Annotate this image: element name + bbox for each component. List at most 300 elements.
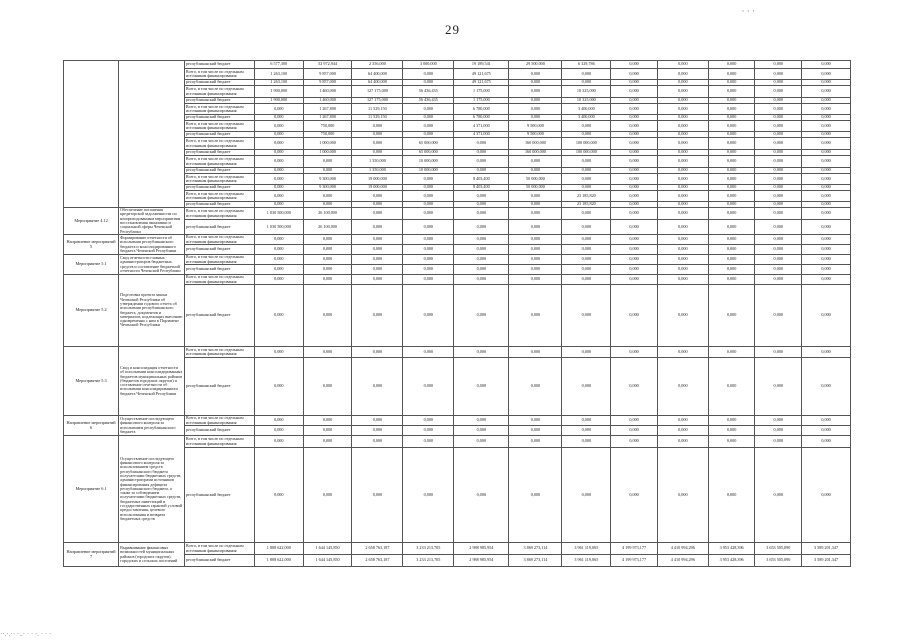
value-cell: 56 436,435 [403,86,454,98]
value-cell: 0,000 [611,255,658,265]
value-cell: 0,000 [802,156,851,168]
source-cell: республиканский бюджет [184,245,254,255]
value-cell: 0,000 [708,191,755,202]
value-cell: 8 403,400 [454,174,509,185]
value-cell: 11 529,150 [352,104,403,115]
value-cell: 4 199 973,177 [611,555,658,567]
source-cell: Всего, в том числе по отдельным источникам финансирования [184,347,254,358]
value-cell: 0,000 [454,245,509,255]
value-cell: 0,000 [611,185,658,191]
value-cell: 0,000 [611,104,658,115]
value-cell: 0,000 [454,202,509,208]
value-cell: 0,000 [403,245,454,255]
page-number: 29 [445,22,460,37]
value-cell: 10 325,000 [562,98,611,104]
value-cell: 0,000 [611,174,658,185]
value-cell: 50 000,000 [509,174,562,185]
value-cell: 3 869 273,114 [509,543,562,555]
value-cell: 19 000,000 [352,185,403,191]
source-cell: республиканский бюджет [184,168,254,174]
value-cell: 0,000 [403,275,454,285]
value-cell: 0,000 [657,86,708,98]
value-cell: 1 030 500,000 [254,220,303,235]
value-cell: 0,000 [611,416,658,426]
value-cell: 0,000 [755,185,802,191]
value-cell: 9 857,000 [303,69,352,80]
value-cell: 0,000 [802,208,851,220]
value-cell: 0,000 [403,358,454,416]
value-cell: 0,000 [708,265,755,275]
value-cell: 0,000 [755,255,802,265]
value-cell: 0,000 [802,265,851,275]
value-cell: 0,000 [403,208,454,220]
value-cell: 0,000 [303,235,352,245]
value-cell: 9 500,000 [509,132,562,138]
value-cell: 0,000 [562,220,611,235]
value-cell: 0,000 [611,121,658,132]
value-cell: 10 000,000 [403,156,454,168]
value-cell: 0,000 [708,98,755,104]
value-cell: 0,000 [562,168,611,174]
value-cell: 0,000 [352,121,403,132]
source-cell: Всего, в том числе по отдельным источникам финансирования [184,138,254,150]
value-cell: 0,000 [403,104,454,115]
value-cell: 0,000 [611,132,658,138]
value-cell: 0,000 [611,208,658,220]
value-cell: 0,000 [611,220,658,235]
source-cell: республиканский бюджет [184,265,254,275]
value-cell: 0,000 [755,168,802,174]
value-cell: 0,000 [708,448,755,543]
value-cell: 0,000 [303,416,352,426]
value-cell: 65 000,000 [403,138,454,150]
event-cell [64,61,119,208]
value-cell: 0,000 [254,416,303,426]
value-cell: 1 000,000 [303,138,352,150]
source-cell: Всего, в том числе по отдельным источникам финансирования [184,235,254,245]
value-cell: 0,000 [562,132,611,138]
value-cell: 0,000 [352,255,403,265]
value-cell: 0,000 [708,235,755,245]
value-cell: 0,000 [802,121,851,132]
value-cell: 10 000,000 [403,168,454,174]
value-cell: 0,000 [708,115,755,121]
value-cell: 0,000 [562,69,611,80]
value-cell: 0,000 [708,174,755,185]
value-cell: 19 000,000 [352,174,403,185]
value-cell: 0,000 [454,436,509,448]
value-cell: 0,000 [755,208,802,220]
value-cell: 0,000 [611,426,658,436]
value-cell: 0,000 [611,436,658,448]
value-cell: 0,000 [755,121,802,132]
value-cell: 0,000 [657,235,708,245]
value-cell: 0,000 [403,132,454,138]
value-cell: 0,000 [611,448,658,543]
value-cell: 0,000 [562,416,611,426]
value-cell: 0,000 [611,115,658,121]
value-cell: 0,000 [509,275,562,285]
value-cell: 0,000 [509,235,562,245]
source-cell: республиканский бюджет [184,98,254,104]
value-cell: 0,000 [657,156,708,168]
value-cell: 0,000 [509,245,562,255]
value-cell: 1 175,000 [454,98,509,104]
value-cell: 0,000 [509,220,562,235]
value-cell: 1 460,000 [303,86,352,98]
value-cell: 0,000 [755,98,802,104]
value-cell: 0,000 [657,174,708,185]
value-cell: 0,000 [657,208,708,220]
value-cell: 0,000 [509,86,562,98]
value-cell: 0,000 [254,185,303,191]
source-cell: Всего, в том числе по отдельным источникам финансирования [184,104,254,115]
value-cell: 0,000 [254,275,303,285]
value-cell: 23 185,820 [562,202,611,208]
value-cell: 0,000 [509,436,562,448]
value-cell: 0,000 [509,104,562,115]
value-cell: 0,000 [509,98,562,104]
value-cell: 0,000 [352,285,403,347]
value-cell: 0,000 [509,285,562,347]
value-cell: 65 000,000 [403,150,454,156]
scan-artifacts: ··.·.·· ·..· · · ·. · · · [0,630,52,638]
value-cell: 0,000 [755,220,802,235]
value-cell: 0,000 [403,220,454,235]
value-cell: 3 961 119,065 [562,543,611,555]
source-cell: республиканский бюджет [184,61,254,69]
event-cell: Направление мероприятий 5 [64,235,119,255]
value-cell: 750,000 [303,132,352,138]
value-cell: 3 589 201,347 [802,543,851,555]
value-cell: 0,000 [657,275,708,285]
value-cell: 0,000 [708,138,755,150]
value-cell: 0,000 [352,347,403,358]
value-cell: 0,000 [403,416,454,426]
value-cell: 2 356,000 [352,61,403,69]
value-cell: 0,000 [708,220,755,235]
value-cell: 0,000 [454,416,509,426]
value-cell: 0,000 [254,156,303,168]
value-cell: 0,000 [611,285,658,347]
value-cell: 8 403,400 [454,185,509,191]
value-cell: 0,000 [254,174,303,185]
value-cell: 0,000 [708,245,755,255]
value-cell: 0,000 [562,347,611,358]
value-cell: 0,000 [352,138,403,150]
value-cell: 0,000 [708,69,755,80]
table-row [64,275,851,285]
value-cell: 0,000 [657,98,708,104]
value-cell: 0,000 [708,104,755,115]
value-cell: 0,000 [802,275,851,285]
source-cell: республиканский бюджет [184,448,254,543]
value-cell: 1 267,800 [303,104,352,115]
value-cell: 0,000 [708,156,755,168]
value-cell: 0,000 [562,358,611,416]
value-cell: 0,000 [657,255,708,265]
value-cell: 0,000 [303,358,352,416]
value-cell: 2 988 985,954 [454,555,509,567]
value-cell: 0,000 [303,202,352,208]
value-cell: 0,000 [802,220,851,235]
value-cell: 0,000 [509,115,562,121]
value-cell: 0,000 [657,436,708,448]
source-cell: республиканский бюджет [184,220,254,235]
value-cell: 0,000 [708,436,755,448]
value-cell: 0,000 [611,98,658,104]
value-cell: 19 189,541 [454,61,509,69]
value-cell: 0,000 [403,185,454,191]
value-cell: 0,000 [303,168,352,174]
value-cell: 0,000 [352,448,403,543]
value-cell: 52 972,944 [303,61,352,69]
value-cell: 64 400,000 [352,69,403,80]
value-cell: 0,000 [657,150,708,156]
value-cell: 0,000 [509,347,562,358]
value-cell: 4 371,000 [454,132,509,138]
value-cell: 1 175,000 [454,86,509,98]
value-cell: 0,000 [802,61,851,69]
value-cell: 0,000 [657,132,708,138]
value-cell: 0,000 [755,448,802,543]
value-cell: 0,000 [403,255,454,265]
value-cell: 0,000 [657,138,708,150]
value-cell: 127 175,000 [352,98,403,104]
value-cell: 0,000 [303,156,352,168]
value-cell: 9 857,000 [303,80,352,86]
value-cell: 0,000 [657,104,708,115]
value-cell: 0,000 [755,235,802,245]
value-cell: 26 100,000 [303,220,352,235]
value-cell: 0,000 [611,80,658,86]
value-cell: 0,000 [403,121,454,132]
value-cell: 0,000 [454,265,509,275]
value-cell: 0,000 [755,86,802,98]
value-cell: 0,000 [708,275,755,285]
value-cell: 0,000 [403,191,454,202]
value-cell: 6 780,000 [454,104,509,115]
description-cell [119,61,185,208]
value-cell: 0,000 [254,132,303,138]
value-cell: 6 577,300 [254,61,303,69]
value-cell: 0,000 [802,448,851,543]
value-cell: 0,000 [708,86,755,98]
value-cell: 0,000 [802,191,851,202]
value-cell: 0,000 [657,285,708,347]
value-cell: 0,000 [509,265,562,275]
value-cell: 0,000 [657,448,708,543]
value-cell: 0,000 [657,416,708,426]
value-cell: 0,000 [509,358,562,416]
value-cell: 3 589 201,347 [802,555,851,567]
description-cell: Свод и консолидация отчетности об исполнении консолидированных бюджетов муниципальных районов (бюджетов городских округов) и составление отчетности об исполнении консолидированного бюджета Чеченской Республики [119,347,185,416]
value-cell: 56 436,435 [403,98,454,104]
value-cell: 0,000 [802,245,851,255]
value-cell: 0,000 [403,235,454,245]
source-cell: Всего, в том числе по отдельным источникам финансирования [184,255,254,265]
value-cell: 0,000 [657,185,708,191]
value-cell: 1 644 145,850 [303,555,352,567]
value-cell: 0,000 [254,255,303,265]
value-cell: 0,000 [657,220,708,235]
value-cell: 0,000 [755,358,802,416]
value-cell: 6 329,786 [562,61,611,69]
source-cell: Всего, в том числе по отдельным источникам финансирования [184,416,254,426]
source-cell: республиканский бюджет [184,185,254,191]
value-cell: 0,000 [254,138,303,150]
table-row [64,347,851,358]
budget-table [63,60,851,567]
value-cell: 0,000 [708,121,755,132]
value-cell: 0,000 [303,245,352,255]
value-cell: 100 000,000 [562,138,611,150]
source-cell: Всего, в том числе по отдельным источникам финансирования [184,121,254,132]
value-cell: 0,000 [254,150,303,156]
value-cell: 0,000 [254,168,303,174]
value-cell: 0,000 [755,69,802,80]
corner-mark: · · · [741,6,755,16]
value-cell: 0,000 [657,80,708,86]
value-cell: 0,000 [802,436,851,448]
value-cell: 0,000 [755,80,802,86]
value-cell: 0,000 [708,202,755,208]
value-cell: 0,000 [562,208,611,220]
value-cell: 1 263,100 [254,80,303,86]
value-cell: 50 000,000 [509,185,562,191]
value-cell: 0,000 [708,150,755,156]
value-cell: 0,000 [802,150,851,156]
value-cell: 3 233 213,705 [403,543,454,555]
value-cell: 0,000 [303,426,352,436]
value-cell: 4 199 973,177 [611,543,658,555]
value-cell: 1 000,000 [303,150,352,156]
value-cell: 1 808 622,000 [254,543,303,555]
value-cell: 0,000 [352,275,403,285]
value-cell: 0,000 [755,104,802,115]
value-cell: 0,000 [303,347,352,358]
value-cell: 0,000 [755,61,802,69]
value-cell: 0,000 [802,347,851,358]
value-cell: 0,000 [708,168,755,174]
value-cell: 0,000 [802,185,851,191]
source-cell: республиканский бюджет [184,358,254,416]
value-cell: 0,000 [657,69,708,80]
source-cell: республиканский бюджет [184,115,254,121]
source-cell: республиканский бюджет [184,426,254,436]
source-cell: Всего, в том числе по отдельным источникам финансирования [184,191,254,202]
value-cell: 100 000,000 [562,150,611,156]
value-cell: 64 400,000 [352,80,403,86]
source-cell: Всего, в том числе по отдельным источникам финансирования [184,156,254,168]
value-cell: 127 175,000 [352,86,403,98]
value-cell: 0,000 [454,285,509,347]
value-cell: 0,000 [403,448,454,543]
value-cell: 0,000 [454,191,509,202]
value-cell: 0,000 [509,191,562,202]
value-cell: 0,000 [657,245,708,255]
value-cell: 3 400,000 [562,115,611,121]
value-cell: 0,000 [562,235,611,245]
value-cell: 0,000 [802,255,851,265]
value-cell: 0,000 [657,358,708,416]
value-cell: 1 267,800 [303,115,352,121]
value-cell: 0,000 [657,121,708,132]
value-cell: 0,000 [454,150,509,156]
value-cell: 0,000 [802,235,851,245]
value-cell: 0,000 [562,285,611,347]
value-cell: 0,000 [802,138,851,150]
source-cell: республиканский бюджет [184,150,254,156]
value-cell: 10 325,000 [562,86,611,98]
value-cell: 0,000 [509,426,562,436]
value-cell: 0,000 [254,235,303,245]
value-cell: 0,000 [802,168,851,174]
value-cell: 0,000 [403,347,454,358]
source-cell: Всего, в том числе по отдельным источникам финансирования [184,275,254,285]
value-cell: 0,000 [454,208,509,220]
value-cell: 0,000 [562,265,611,275]
value-cell: 2 658 763,187 [352,543,403,555]
value-cell: 2 988 985,954 [454,543,509,555]
value-cell: 0,000 [755,245,802,255]
event-cell: Мероприятие 6.1 [64,436,119,543]
value-cell: 0,000 [509,208,562,220]
event-cell: Направление мероприятий 6 [64,416,119,436]
value-cell: 0,000 [657,168,708,174]
value-cell: 0,000 [454,235,509,245]
value-cell: 0,000 [657,115,708,121]
value-cell: 0,000 [708,426,755,436]
description-cell: Свод отчетности главных администраторов бюджетных средств и составление бюджетной отчетности Чеченской Республики [119,255,185,275]
value-cell: 0,000 [802,80,851,86]
value-cell: 0,000 [562,426,611,436]
value-cell: 0,000 [403,426,454,436]
value-cell: 0,000 [403,285,454,347]
source-cell: республиканский бюджет [184,285,254,347]
value-cell: 0,000 [708,358,755,416]
description-cell: Подготовка проекта закона Чеченской Республики об утверждении годового отчета об исполнении республиканского бюджета, документов и материалов, подлежащих внесению одновременно с ним в Парламент Чеченской Республики [119,275,185,347]
value-cell: 2 658 763,187 [352,555,403,567]
value-cell: 0,000 [755,416,802,426]
value-cell: 3 869 273,114 [509,555,562,567]
value-cell: 9 300,000 [303,174,352,185]
description-cell: Обеспечение погашения кредиторской задолженности по неоприходованным мероприятиям восстановления экономики и социальной сферы Чеченской Республики [119,208,185,235]
value-cell: 0,000 [657,61,708,69]
value-cell: 0,000 [352,245,403,255]
value-cell: 0,000 [454,358,509,416]
value-cell: 0,000 [611,202,658,208]
value-cell: 0,000 [657,347,708,358]
value-cell: 4 371,000 [454,121,509,132]
value-cell: 0,000 [254,191,303,202]
value-cell: 0,000 [802,174,851,185]
value-cell: 160 000,000 [509,138,562,150]
value-cell: 1 350,000 [352,168,403,174]
value-cell: 0,000 [454,347,509,358]
value-cell: 0,000 [802,132,851,138]
value-cell: 0,000 [611,245,658,255]
value-cell: 0,000 [562,174,611,185]
source-cell: Всего, в том числе по отдельным источникам финансирования [184,86,254,98]
event-cell: Мероприятие 5.2 [64,275,119,347]
description-cell: Формирование отчетности об исполнении республиканского бюджета и консолидированного бюджета Чеченской Республики [119,235,185,255]
value-cell: 0,000 [303,255,352,265]
value-cell: 0,000 [509,80,562,86]
value-cell: 23 185,820 [562,191,611,202]
value-cell: 0,000 [802,115,851,121]
value-cell: 1 900,000 [254,86,303,98]
